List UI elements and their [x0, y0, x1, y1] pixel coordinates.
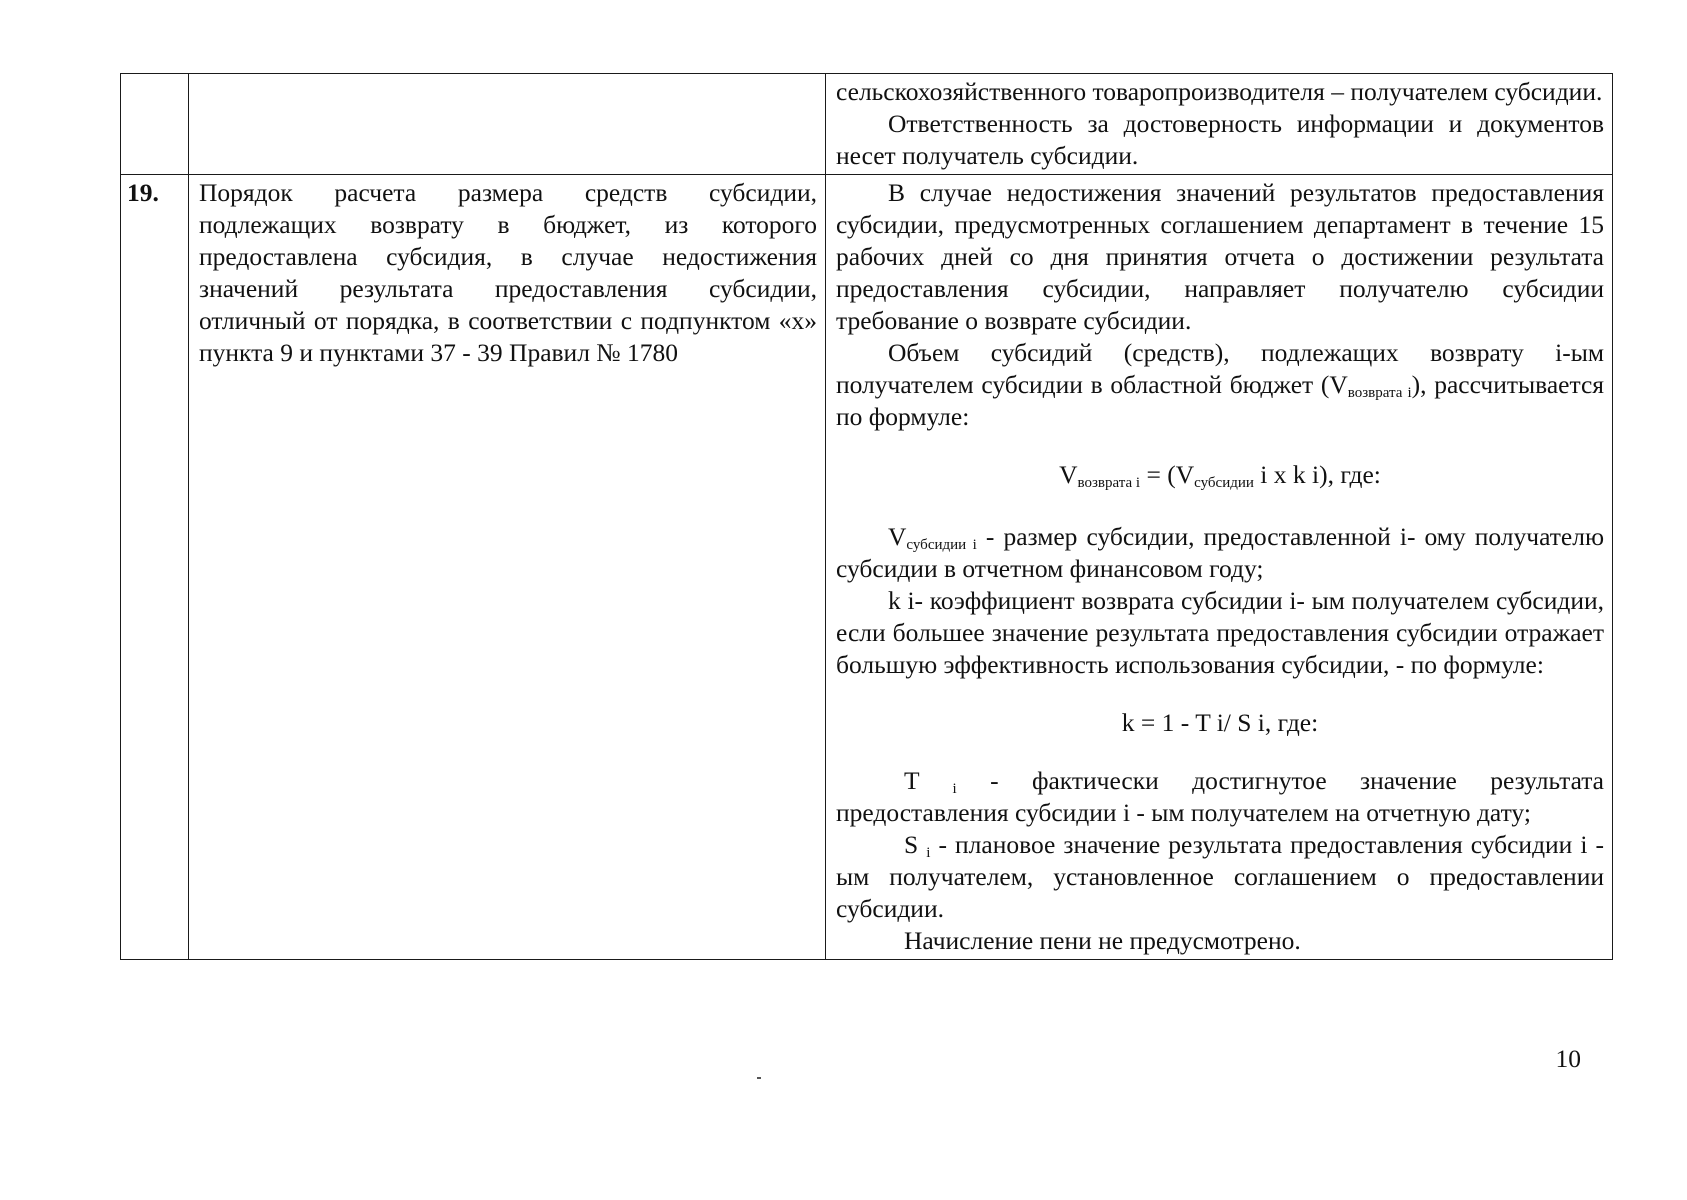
row-description-cell — [826, 74, 1613, 175]
d4-s: S — [904, 830, 919, 859]
desc-continued-p2: Ответственность за достоверность информации и документов несет получатель субсидии. — [836, 109, 1604, 170]
d4-sub: i — [926, 845, 931, 861]
desc-continued-p1: сельскохозяйственного товаропроизводителя – получателем субсидии. — [836, 77, 1603, 106]
table-row-19 — [121, 175, 1613, 960]
row-name-cell — [189, 74, 826, 175]
d3-sub: i — [952, 781, 957, 797]
d3-text: - фактически достигнутое значение результата предоставления субсидии i - ым получателем на отчетную дату; — [836, 766, 1605, 827]
f1-end: i x k i), где: — [1253, 460, 1381, 489]
definition-s — [836, 829, 1604, 925]
d1-text: - размер субсидии, предоставленной i- ому получателю субсидии в отчетном финансовом году; — [836, 522, 1605, 583]
d1-v: V — [888, 522, 907, 551]
formula-return-amount — [836, 459, 1604, 491]
row-number-cell — [121, 74, 189, 175]
d3-t: T — [904, 766, 920, 795]
penalty-note: Начисление пени не предусмотрено. — [904, 926, 1301, 955]
f1-sub2: субсидии — [1194, 475, 1254, 491]
desc-paragraph-1: В случае недостижения значений результатов предоставления субсидии, предусмотренных соглашением департамент в течение 15 рабочих дней со дня принятия отчета о достижении результата предоставления субсидии, направляет получателю субсидии требование о возврате субсидии. — [836, 178, 1604, 335]
scan-speck — [757, 1077, 761, 1079]
row-number: 19. — [121, 175, 189, 960]
p2-text: Объем субсидий (средств), подлежащих возврату i-ым получателем субсидии в областной бюджет (V — [836, 338, 1604, 399]
row-name-cell — [189, 175, 826, 960]
definition-k: k i- коэффициент возврата субсидии i- ым получателем субсидии, если большее значение результата предоставления субсидии отражает большую эффективность использования субсидии, - по формуле: — [836, 586, 1604, 679]
desc-paragraph-2 — [836, 337, 1604, 433]
regulation-table — [120, 73, 1613, 960]
d1-sub: субсидии i — [906, 537, 977, 553]
table-row-continued — [121, 74, 1613, 175]
f1-mid: = (V — [1140, 460, 1195, 489]
definition-v-subsidy — [836, 521, 1604, 585]
p2-end: ), рассчитывается по формуле: — [836, 370, 1604, 431]
f1-v: V — [1059, 460, 1078, 489]
p2-subscript: возврата i — [1347, 385, 1412, 401]
row-description-cell — [826, 175, 1613, 960]
page-number: 10 — [1555, 1044, 1581, 1073]
d4-text: - плановое значение результата предоставления субсидии i - ым получателем, установленное соглашением о предоставлении субсидии. — [836, 830, 1605, 923]
formula-k: k = 1 - T i/ S i, где: — [1121, 708, 1319, 737]
f1-sub1: возврата i — [1077, 475, 1141, 491]
definition-t — [836, 765, 1604, 829]
row-name-text: Порядок расчета размера средств субсидии, подлежащих возврату в бюджет, из которого предоставлена субсидия, в случае недостижения значений результата предоставления субсидии, отличный от порядка, в соответствии с подпунктом «х» пункта 9 и пунктами 37 - 39 Правил № 1780 — [199, 178, 817, 367]
